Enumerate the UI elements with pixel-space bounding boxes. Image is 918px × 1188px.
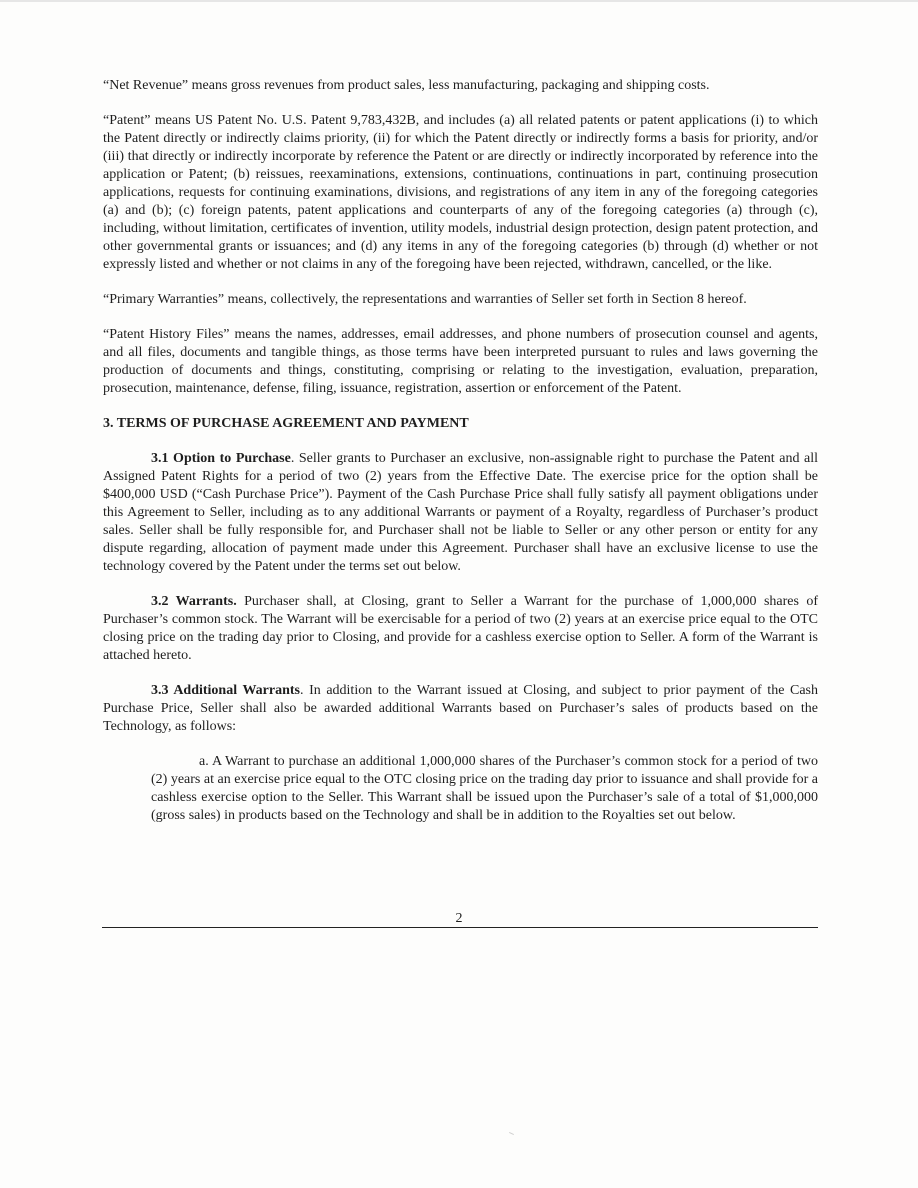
document-body bbox=[103, 77, 818, 842]
section-3-1-body: . Seller grants to Purchaser an exclusive, non-assignable right to purchase the Patent and all Assigned Patent Rights for a period of two (2) years from the Effective Date. The exercise price for the option shall be $400,000 USD (“Cash Purchase Price”). Payment of the Cash Purchase Price shall fully satisfy all payment obligations under this Agreement to Seller, including as to any additional Warrants or payment of a Royalty, regardless of Purchaser’s product sales. Seller shall be fully responsible for, and Purchaser shall not be liable to Seller or any other person or entity for any dispute regarding, allocation of payment made under this Agreement. Purchaser shall have an exclusive license to use the technology covered by the Patent under the terms set out below. bbox=[103, 451, 818, 574]
definition-patent: “Patent” means US Patent No. U.S. Patent 9,783,432B, and includes (a) all related patents or patent applications (i) to which the Patent directly or indirectly claims priority, (ii) for which the Patent directly or indirectly forms a basis for priority, and/or (iii) that directly or indirectly incorporate by reference the Patent or are directly or indirectly incorporated by reference into the application or Patent; (b) reissues, reexaminations, extensions, continuations, continuations in part, continuing prosecution applications, requests for continuing examinations, divisions, and registrations of any item in any of the foregoing categories (a) and (b); (c) foreign patents, patent applications and counterparts of any of the foregoing categories (a) through (c), including, without limitation, certificates of invention, utility models, industrial design protection, design patent protection, and other governmental grants or issuances; and (d) any items in any of the foregoing categories (b) through (d) whether or not expressly listed and whether or not claims in any of the foregoing have been rejected, withdrawn, cancelled, or the like. bbox=[103, 113, 818, 272]
section-3-3-body: . In addition to the Warrant issued at Closing, and subject to prior payment of the Cash Purchase Price, Seller shall also be awarded additional Warrants based on Purchaser’s sales of products based on the Technology, as follows: bbox=[103, 683, 818, 734]
definition-patent-history-files: “Patent History Files” means the names, addresses, email addresses, and phone numbers of prosecution counsel and agents, and all files, documents and tangible things, as those terms have been interpreted pursuant to rules and laws governing the production of documents and things, constituting, comprising or relating to the investigation, evaluation, preparation, prosecution, maintenance, defense, filing, issuance, registration, assertion or enforcement of the Patent. bbox=[103, 327, 818, 396]
footer-rule bbox=[102, 927, 818, 928]
section-3-1-paragraph bbox=[103, 450, 818, 576]
page-number: 2 bbox=[455, 911, 463, 926]
section-3-2-paragraph bbox=[103, 593, 818, 665]
section-3-3-paragraph bbox=[103, 682, 818, 736]
section-3-2-body: Purchaser shall, at Closing, grant to Seller a Warrant for the purchase of 1,000,000 shares of Purchaser’s common stock. The Warrant will be exercisable for a period of two (2) years at an exercise price equal to the OTC closing price on the trading day prior to Closing, and provide for a cashless exercise option to Seller. A form of the Warrant is attached hereto. bbox=[103, 594, 818, 663]
section-3-2-title: 3.2 Warrants. bbox=[151, 594, 237, 609]
section-3-3-item-a: a. A Warrant to purchase an additional 1,000,000 shares of the Purchaser’s common stock for a period of two (2) years at an exercise price equal to the OTC closing price on the trading day prior to issuance and shall provide for a cashless exercise option to the Seller. This Warrant shall be issued upon the Purchaser’s sale of a total of $1,000,000 (gross sales) in products based on the Technology and shall be in addition to the Royalties set out below. bbox=[151, 754, 818, 823]
definition-primary-warranties: “Primary Warranties” means, collectively, the representations and warranties of Seller set forth in Section 8 hereof. bbox=[103, 292, 747, 307]
section-3-1-title: 3.1 Option to Purchase bbox=[151, 451, 291, 466]
definition-net-revenue: “Net Revenue” means gross revenues from product sales, less manufacturing, packaging and shipping costs. bbox=[103, 78, 710, 93]
scan-top-edge bbox=[0, 0, 918, 2]
section-3-3-title: 3.3 Additional Warrants bbox=[151, 683, 300, 698]
scan-speck bbox=[509, 1132, 514, 1135]
section-3-heading: 3. TERMS OF PURCHASE AGREEMENT AND PAYMENT bbox=[103, 416, 469, 431]
